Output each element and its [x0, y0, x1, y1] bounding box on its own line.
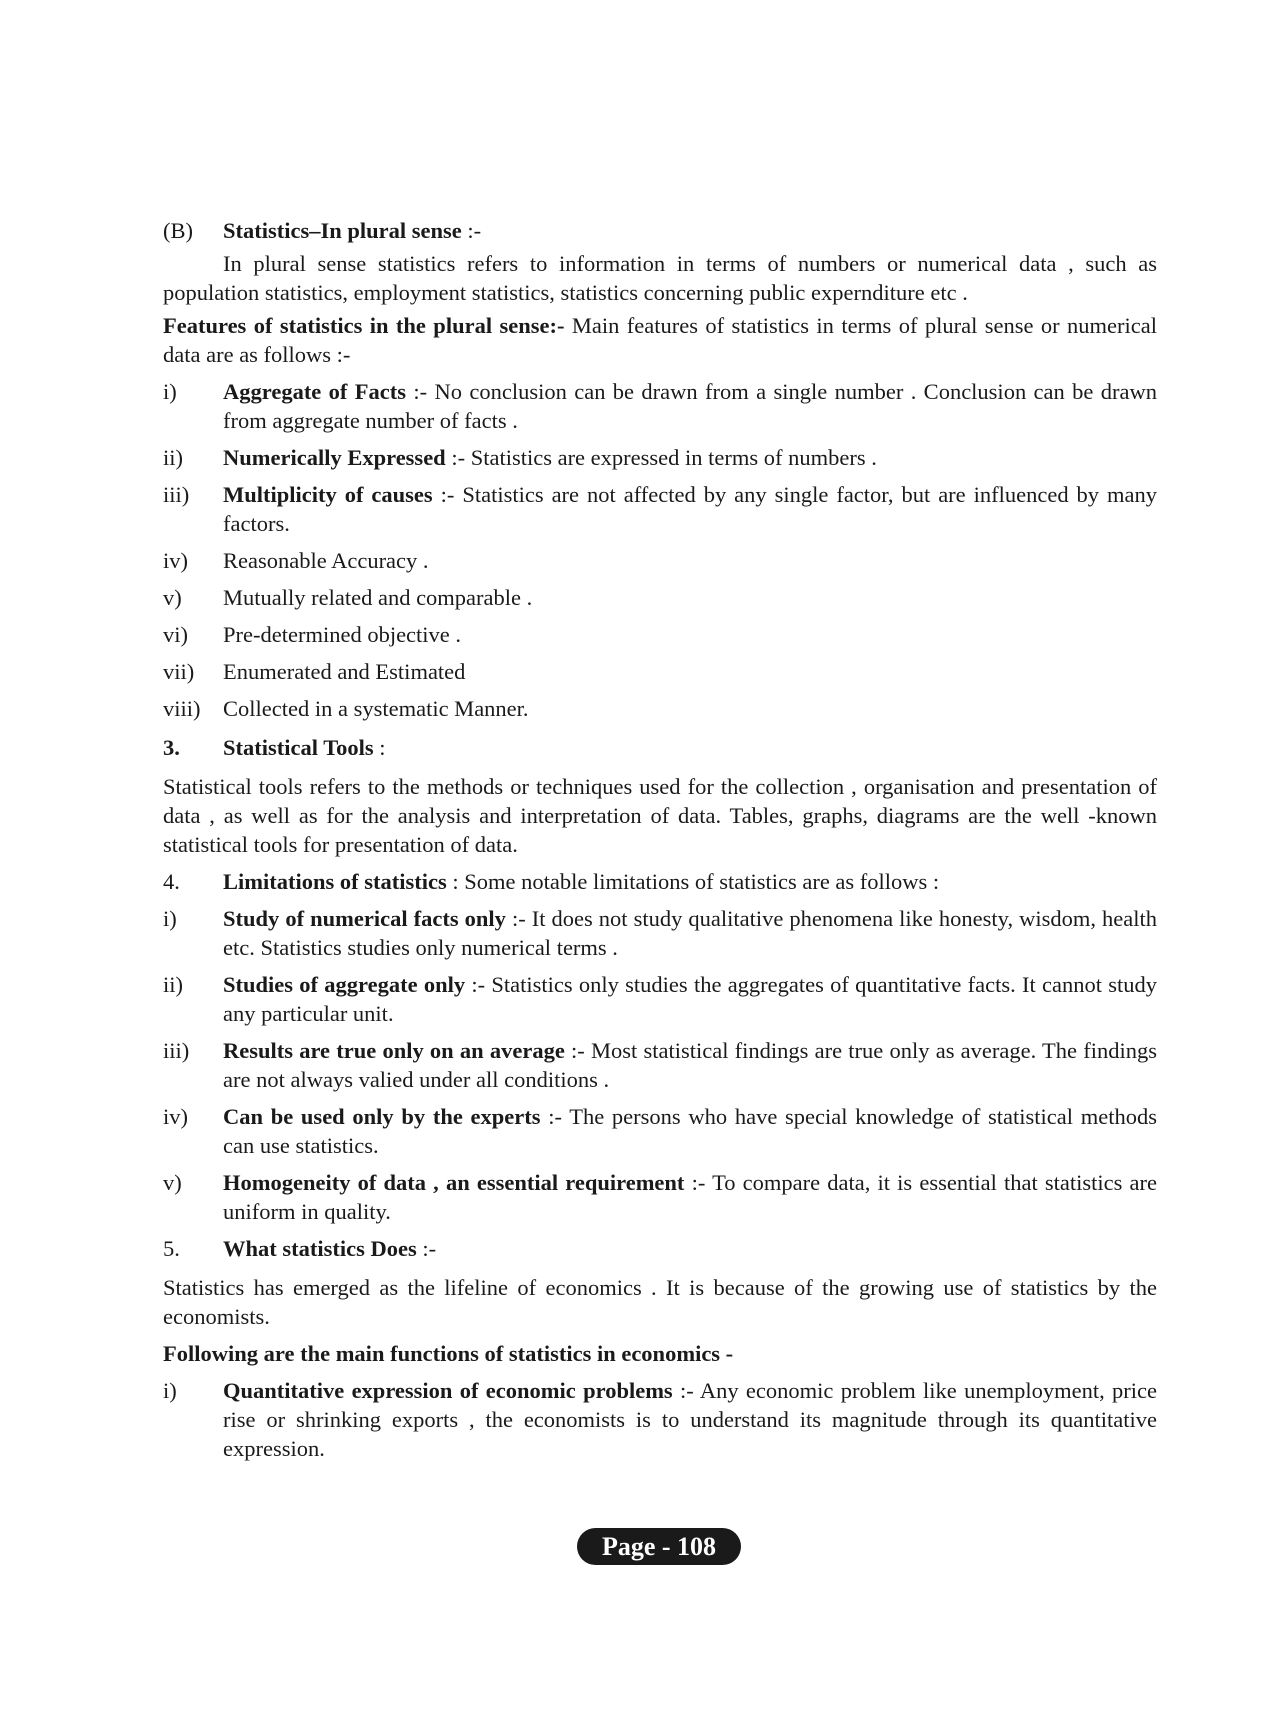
- page-content: [163, 216, 1157, 1463]
- list-item: v) Homogeneity of data , an essential requirement :- To compare data, it is essential that statistics are uniform in quality.: [163, 1170, 1157, 1224]
- list-item: ii) Numerically Expressed :- Statistics are expressed in terms of numbers .: [163, 445, 877, 470]
- functions-list: [163, 1376, 1157, 1463]
- section-b-heading: (B) Statistics–In plural sense :-: [163, 218, 482, 243]
- features-list: [163, 377, 1157, 723]
- list-item: vi) Pre-determined objective .: [163, 622, 462, 647]
- limitations-list: [163, 904, 1157, 1226]
- page-number-badge: Page - 108: [577, 1528, 741, 1565]
- list-item: i) Study of numerical facts only :- It does not study qualitative phenomena like honesty, wisdom, health etc. Statistics studies only numerical terms .: [163, 906, 1158, 960]
- list-item: i) Aggregate of Facts :- No conclusion can be drawn from a single number . Conclusion can be drawn from aggregate number of facts .: [163, 379, 1157, 433]
- list-item: viii) Collected in a systematic Manner.: [163, 696, 529, 721]
- list-item: i) Quantitative expression of economic problems :- Any economic problem like unemployment, price rise or shrinking exports , the economists is to understand its magnitude through its quantitative expression.: [163, 1378, 1157, 1461]
- list-item: v) Mutually related and comparable .: [163, 585, 533, 610]
- limitations-heading: 4. Limitations of statistics : Some notable limitations of statistics are as follows :: [163, 869, 940, 894]
- list-item: iii) Multiplicity of causes :- Statistics are not affected by any single factor, but are influenced by many factors.: [163, 482, 1157, 536]
- does-text: Statistics has emerged as the lifeline of economics . It is because of the growing use of statistics by the economists.: [163, 1275, 1157, 1329]
- tools-text: Statistical tools refers to the methods or techniques used for the collection , organisation and presentation of data , as well as for the analysis and interpretation of data. Tables, graphs, diagrams are the well -known statistical tools for presentation of data.: [163, 774, 1157, 857]
- section-b-intro: In plural sense statistics refers to information in terms of numbers or numerical data , such as population statistics, employment statistics, statistics concerning public expernditure etc .: [163, 251, 1157, 305]
- list-item: iii) Results are true only on an average :- Most statistical findings are true only as average. The findings are not always valied under all conditions .: [163, 1038, 1157, 1092]
- does-heading: 5. What statistics Does :-: [163, 1236, 437, 1261]
- list-item: ii) Studies of aggregate only :- Statistics only studies the aggregates of quantitative facts. It cannot study any particular unit.: [163, 972, 1157, 1026]
- list-item: iv) Can be used only by the experts :- The persons who have special knowledge of statistical methods can use statistics.: [163, 1104, 1157, 1158]
- list-item: vii) Enumerated and Estimated: [163, 659, 466, 684]
- section-title: Statistics–In plural sense: [223, 218, 462, 243]
- tools-heading: 3. Statistical Tools :: [163, 735, 386, 760]
- section-marker: (B): [163, 218, 193, 243]
- features-paragraph: Features of statistics in the plural sense:- Main features of statistics in terms of plural sense or numerical data are as follows :-: [163, 313, 1157, 367]
- list-item: iv) Reasonable Accuracy .: [163, 548, 429, 573]
- functions-heading: Following are the main functions of statistics in economics -: [163, 1341, 734, 1366]
